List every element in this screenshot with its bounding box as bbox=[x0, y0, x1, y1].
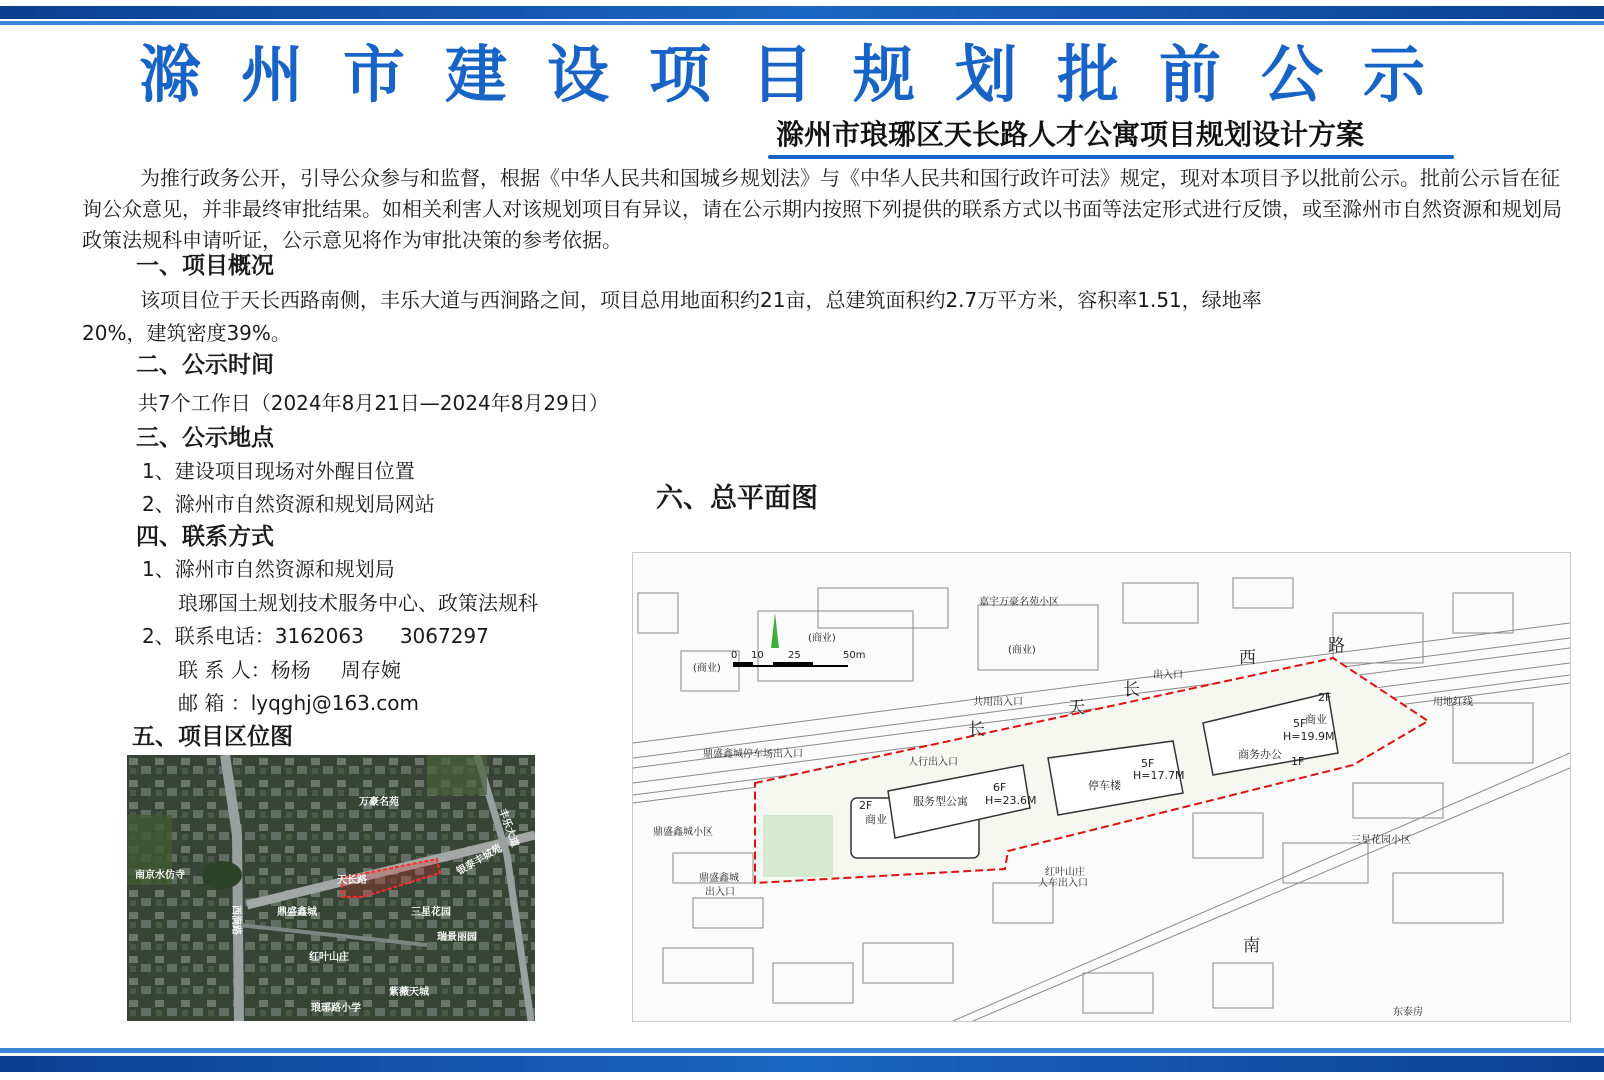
loc-label-1: 丰乐大道 bbox=[496, 807, 521, 849]
loc-label-9: 瑞景丽园 bbox=[437, 932, 477, 943]
plan-scale-10: 10 bbox=[751, 650, 764, 661]
project-subtitle: 滁州市琅琊区天长路人才公寓项目规划设计方案 bbox=[776, 118, 1365, 151]
plan-scale-0: 0 bbox=[731, 650, 738, 661]
plan-road-tian: 天 bbox=[1068, 698, 1085, 718]
plan-ped-entry: 人行出入口 bbox=[908, 757, 958, 768]
phone-row bbox=[142, 621, 489, 652]
place-heading: 三、公示地点 bbox=[136, 425, 274, 451]
location-map-image bbox=[127, 755, 535, 1021]
plan-road-xi: 西 bbox=[1239, 648, 1256, 668]
plan-redline: 用地红线 bbox=[1433, 697, 1473, 708]
plan-road-chang: 长 bbox=[1123, 680, 1140, 700]
plan-dingsheng-exit: 鼎盛鑫城 bbox=[699, 873, 739, 884]
plan-road-chang2: 长 bbox=[968, 720, 985, 740]
plan-service-floors: 6F bbox=[993, 781, 1007, 794]
contact-org-sub: 琅琊国土规划技术服务中心、政策法规科 bbox=[178, 591, 538, 615]
subtitle-underline bbox=[768, 155, 1454, 159]
plan-dongtai: 东泰房 bbox=[1393, 1007, 1423, 1018]
plan-parking-exit: 鼎盛鑫城停车场出入口 bbox=[703, 749, 803, 760]
site-plan-drawing bbox=[632, 552, 1571, 1022]
person-label: 联 系 人： bbox=[178, 658, 271, 682]
page-title: 滁州市建设项目规划批前公示 bbox=[138, 38, 1465, 111]
plan-commerce-office: 商务办公 bbox=[1238, 748, 1282, 761]
plan-service-height: H=23.6M bbox=[985, 794, 1037, 807]
bottom-band bbox=[0, 1056, 1604, 1072]
plan-service-apt: 服务型公寓 bbox=[913, 795, 968, 808]
place-item-2: 2、滁州市自然资源和规划局网站 bbox=[142, 492, 435, 516]
plan-south: 南 bbox=[1243, 936, 1260, 956]
person-name-2: 周存婉 bbox=[340, 658, 401, 682]
plan-shang-b: (商业) bbox=[808, 633, 836, 644]
phone-label: 2、联系电话： bbox=[142, 624, 275, 648]
loc-label-7: 三星花园 bbox=[411, 907, 451, 918]
person-row bbox=[178, 655, 401, 686]
time-text: 共7个工作日（2024年8月21日—2024年8月29日） bbox=[138, 391, 609, 415]
loc-label-10: 琅琊路小学 bbox=[311, 1003, 361, 1014]
loc-label-0: 万豪名苑 bbox=[359, 797, 399, 808]
plan-scale-50: 50m bbox=[843, 650, 866, 661]
plan-dingsheng-exit2: 出入口 bbox=[705, 887, 735, 898]
plan-neighborhood-left: 鼎盛鑫城小区 bbox=[653, 827, 713, 838]
plan-commerce-2: 商业 bbox=[1305, 713, 1327, 726]
plan-office-floors: 5F bbox=[1293, 717, 1307, 730]
email-label: 邮 箱 ： bbox=[178, 691, 251, 715]
email-row bbox=[178, 688, 419, 719]
plan-floor-1f: 1F bbox=[1291, 755, 1305, 768]
plan-road-lu: 路 bbox=[1328, 636, 1345, 656]
plan-shang-a: (商业) bbox=[693, 663, 721, 674]
phone-number-2[interactable]: 3067297 bbox=[399, 624, 489, 648]
plan-shang-c: (商业) bbox=[1008, 645, 1036, 656]
time-heading: 二、公示时间 bbox=[136, 352, 274, 378]
contact-heading: 四、联系方式 bbox=[136, 524, 274, 550]
plan-floor-2f-a: 2F bbox=[859, 799, 873, 812]
plan-public-entry: 共用出入口 bbox=[973, 697, 1023, 708]
plan-garage-height: H=17.7M bbox=[1133, 769, 1185, 782]
plan-office-height: H=19.9M bbox=[1283, 730, 1335, 743]
plan-hongye: 红叶山庄 bbox=[1045, 867, 1085, 878]
plan-neighborhood-top: 嘉宇万豪名苑小区 bbox=[979, 597, 1059, 608]
loc-label-5: 鼎盛鑫城 bbox=[277, 907, 317, 918]
plan-exit: 出入口 bbox=[1153, 670, 1183, 681]
plan-scale-25: 25 bbox=[788, 650, 801, 661]
overview-line-2: 20%，建筑密度39%。 bbox=[82, 321, 291, 345]
plan-garage-floors: 5F bbox=[1141, 757, 1155, 770]
loc-label-6: 西涧路 bbox=[230, 905, 241, 935]
overview-line-1: 该项目位于天长西路南侧，丰乐大道与西涧路之间，项目总用地面积约21亩，总建筑面积约2.7万平方米，容积率1.51，绿地率 bbox=[140, 288, 1262, 312]
overview-heading: 一、项目概况 bbox=[136, 253, 274, 279]
plan-garage: 停车楼 bbox=[1088, 779, 1121, 792]
intro-paragraph: 为推行政务公开，引导公众参与和监督，根据《中华人民共和国城乡规划法》与《中华人民共和国行政许可法》规定，现对本项目予以批前公示。批前公示旨在征询公众意见，并非最终审批结果。如相关利害人对该规划项目有异议，请在公示期内按照下列提供的联系方式以书面等法定形式进行反馈，或至滁州市自然资源和规划局政策法规科申请听证，公示意见将作为审批决策的参考依据。 bbox=[82, 166, 1562, 252]
loc-label-3: 南京水仿寺 bbox=[135, 870, 185, 881]
location-map-heading: 五、项目区位图 bbox=[132, 724, 293, 750]
plan-hongye-entry: 人车出入口 bbox=[1038, 878, 1088, 889]
loc-label-11: 紫薇天城 bbox=[389, 987, 429, 998]
top-band-thin bbox=[0, 21, 1604, 25]
loc-label-4: 银泰丰城苑 bbox=[455, 843, 504, 878]
site-plan-heading: 六、总平面图 bbox=[656, 483, 818, 514]
plan-commerce-1: 商业 bbox=[865, 813, 887, 826]
place-item-1: 1、建设项目现场对外醒目位置 bbox=[142, 459, 415, 483]
top-band bbox=[0, 6, 1604, 19]
phone-number-1[interactable]: 3162063 bbox=[274, 624, 364, 648]
loc-label-8: 红叶山庄 bbox=[309, 952, 349, 963]
contact-org: 1、滁州市自然资源和规划局 bbox=[142, 557, 395, 581]
plan-floor-2f-b: 2F bbox=[1318, 691, 1332, 704]
bottom-band-thin bbox=[0, 1048, 1604, 1053]
person-name-1: 杨杨 bbox=[270, 658, 311, 682]
plan-neighborhood-right: 三星花园小区 bbox=[1351, 835, 1411, 846]
email-address[interactable]: lyqghj@163.com bbox=[250, 691, 419, 715]
loc-label-2: 天长路 bbox=[337, 875, 367, 886]
